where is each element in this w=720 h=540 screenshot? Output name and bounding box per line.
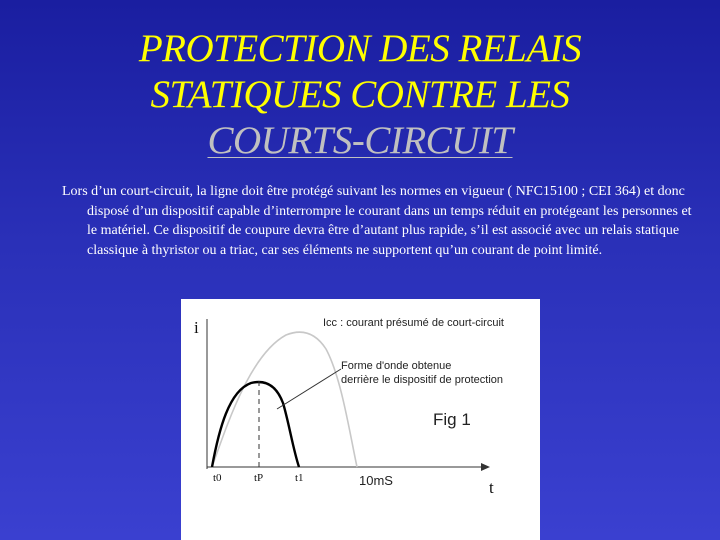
tick-10ms: 10mS [359, 473, 393, 488]
figure-panel [181, 299, 540, 540]
x-axis-arrow [481, 463, 490, 471]
waveform-label-line-1: Forme d'onde obtenue [341, 360, 452, 372]
slide-title [0, 26, 720, 164]
icc-label: Icc : courant présumé de court-circuit [323, 317, 504, 329]
title-line-3: COURTS-CIRCUIT [207, 119, 513, 162]
tick-t0: t0 [213, 472, 222, 484]
short-circuit-graph [181, 299, 540, 540]
title-line-2: STATIQUES CONTRE LES [150, 73, 570, 116]
body-paragraph: Lors d’un court-circuit, la ligne doit être protégé suivant les normes en vigueur ( NFC15100 ; CEI 364) et donc disposé d’un dispositif capable d’interrompre le courant dans un temps réduit en protégeant les personnes et le matériel. Ce dispositif de coupure devra être d’autant plus rapide, s’il est associé avec un relais statique classique à thyristor ou a triac, car ses éléments ne supportent qu’un courant de point limité. [62, 184, 692, 258]
tick-tp: tP [254, 472, 264, 484]
title-line-1: PROTECTION DES RELAIS [138, 27, 582, 70]
tick-t1: t1 [295, 472, 304, 484]
figure-caption: Fig 1 [433, 410, 471, 429]
x-axis-label: t [489, 478, 494, 497]
y-axis-label: i [194, 318, 199, 337]
limited-current-curve [212, 382, 299, 467]
waveform-leader-line [277, 369, 341, 409]
waveform-label-line-2: derrière le dispositif de protection [341, 374, 504, 386]
